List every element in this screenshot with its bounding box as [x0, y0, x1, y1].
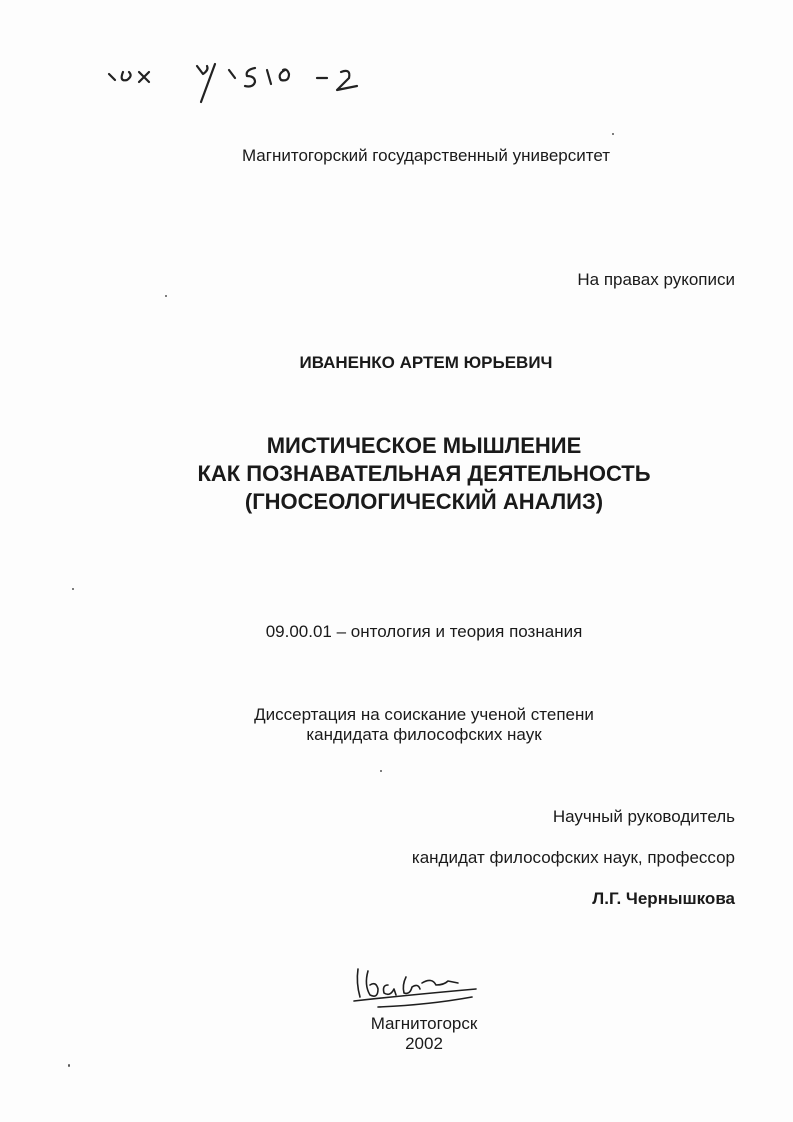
dissertation-line: Диссертация на соискание ученой степени — [254, 705, 594, 724]
university-name: Магнитогорский государственный университет — [241, 146, 611, 165]
supervisor-label: Научный руководитель — [552, 807, 735, 826]
scan-speck — [68, 1064, 70, 1067]
scan-speck — [165, 295, 167, 297]
dissertation-description — [0, 705, 793, 745]
title-line: (ГНОСЕОЛОГИЧЕСКИЙ АНАЛИЗ) — [244, 489, 604, 514]
year: 2002 — [405, 1034, 443, 1053]
scan-speck — [72, 588, 74, 590]
supervisor-name: Л.Г. Чернышкова — [592, 889, 735, 908]
title-line: МИСТИЧЕСКОЕ МЫШЛЕНИЕ — [266, 433, 582, 458]
handwritten-mark — [105, 60, 365, 108]
title-line: КАК ПОЗНАВАТЕЛЬНАЯ ДЕЯТЕЛЬНОСТЬ — [197, 461, 651, 486]
manuscript-rights-note: На правах рукописи — [577, 270, 735, 289]
author-signature — [348, 955, 488, 1015]
dissertation-line: кандидата философских наук — [306, 725, 542, 744]
specialty-code: 09.00.01 – онтология и теория познания — [265, 622, 583, 641]
author-name: ИВАНЕНКО АРТЕМ ЮРЬЕВИЧ — [299, 353, 553, 372]
scan-speck — [380, 770, 382, 772]
city: Магнитогорск — [370, 1014, 478, 1033]
supervisor-degree: кандидат философских наук, профессор — [411, 848, 735, 867]
scan-speck — [612, 133, 614, 135]
dissertation-title — [0, 432, 793, 516]
